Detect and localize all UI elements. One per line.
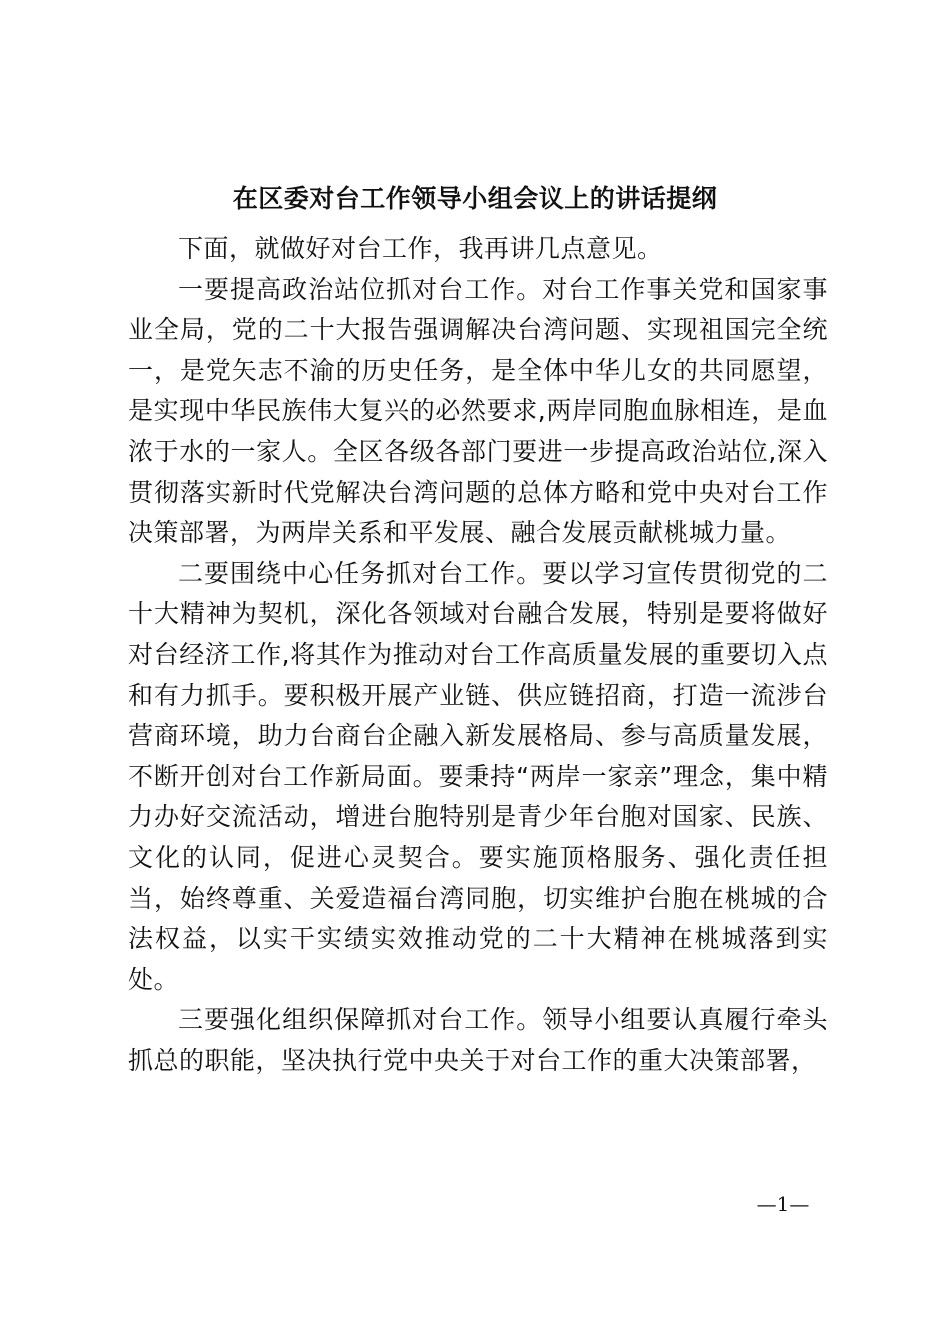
paragraph-point-three: 三要强化组织保障抓对台工作。领导小组要认真履行牵头抓总的职能，坚决执行党中央关于对台工作的重大决策部署，: [128, 1005, 828, 1075]
page-number: —1—: [756, 1192, 810, 1216]
paragraph-intro: 下面，就做好对台工作，我再讲几点意见。: [178, 234, 663, 263]
document-title: 在区委对台工作领导小组会议上的讲话提纲: [232, 184, 718, 213]
paragraph-point-one: 一要提高政治站位抓对台工作。对台工作事关党和国家事业全局，党的二十大报告强调解决台湾问题、实现祖国完全统一，是党矢志不渝的历史任务，是全体中华儿女的共同愿望，是实现中华民族伟大复兴的必然要求,两岸同胞血脉相连，是血浓于水的一家人。全区各级各部门要进一步提高政治站位,深入贯彻落实新时代党解决台湾问题的总体方略和党中央对台工作决策部署，为两岸关系和平发展、融合发展贡献桃城力量。: [128, 274, 828, 548]
document-body: [128, 229, 828, 1081]
paragraph-point-two: 二要围绕中心任务抓对台工作。要以学习宣传贯彻党的二十大精神为契机，深化各领域对台融合发展，特别是要将做好对台经济工作,将其作为推动对台工作高质量发展的重要切入点和有力抓手。要积极开展产业链、供应链招商，打造一流涉台营商环境，助力台商台企融入新发展格局、参与高质量发展，不断开创对台工作新局面。要秉持“两岸一家亲”理念，集中精力办好交流活动，增进台胞特别是青少年台胞对国家、民族、文化的认同，促进心灵契合。要实施顶格服务、强化责任担当，始终尊重、关爱造福台湾同胞，切实维护台胞在桃城的合法权益，以实干实绩实效推动党的二十大精神在桃城落到实处。: [128, 558, 828, 994]
